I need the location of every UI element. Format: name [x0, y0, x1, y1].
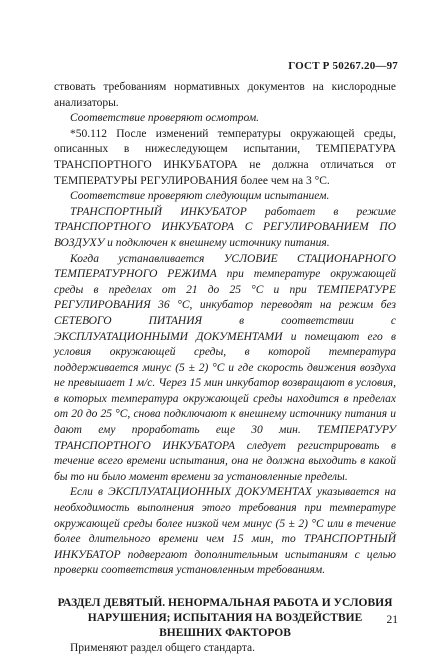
section-heading-line-1: РАЗДЕЛ ДЕВЯТЫЙ. НЕНОРМАЛЬНАЯ РАБОТА И УСЛОВИЯ: [57, 597, 393, 609]
paragraph-test-mode: ТРАНСПОРТНЫЙ ИНКУБАТОР работает в режиме ТРАНСПОРТНОГО ИНКУБАТОРА С РЕГУЛИРОВАНИЕМ ПО ВОЗДУХУ и подключен к внешнему источнику питания.: [54, 205, 396, 249]
body-text: [54, 80, 396, 657]
paragraph-clause-50-112: *50.112 После изменений температуры окружающей среды, описанных в нижеследующем испытании, ТЕМПЕРАТУРА ТРАНСПОРТНОГО ИНКУБАТОРА не должна отличаться от ТЕМПЕРАТУРЫ РЕГУЛИРОВАНИЯ более чем на 3 °С.: [54, 127, 396, 187]
paragraph-closing: Применяют раздел общего стандарта.: [70, 642, 255, 654]
paragraph-check-inspection: Соответствие проверяют осмотром.: [70, 112, 260, 125]
page-number: 21: [386, 614, 398, 626]
paragraph-additional-tests: Если в ЭКСПЛУАТАЦИОННЫХ ДОКУМЕНТАХ указывается на необходимость выполнения этого требования при температуре окружающей среды более низкой чем минус (5 ± 2) °С или в течение более длительного времени чем 15 мин, то ТРАНСПОРТНЫЙ ИНКУБАТОР подвергают дополнительным испытаниям с целью проверки соответствия установленным требованиям.: [54, 486, 396, 577]
section-heading: [54, 596, 396, 641]
paragraph-continuation: ствовать требованиям нормативных документов на кислородные анализаторы.: [54, 81, 396, 109]
standard-header: ГОСТ Р 50267.20—97: [288, 60, 398, 72]
section-heading-line-2: НАРУШЕНИЯ; ИСПЫТАНИЯ НА ВОЗДЕЙСТВИЕ: [87, 612, 363, 624]
section-heading-line-3: ВНЕШНИХ ФАКТОРОВ: [159, 627, 291, 639]
paragraph-check-test: Соответствие проверяют следующим испытанием.: [70, 190, 330, 203]
paragraph-test-procedure: Когда устанавливается УСЛОВИЕ СТАЦИОНАРНОГО ТЕМПЕРАТУРНОГО РЕЖИМА при температуре окружающей среды в пределах от 21 до 25 °С и при ТЕМПЕРАТУРЕ РЕГУЛИРОВАНИЯ 36 °С, инкубатор переводят на режим без СЕТЕВОГО ПИТАНИЯ в соответствии с ЭКСПЛУАТАЦИОННЫМИ ДОКУМЕНТАМИ и помещают его в условия окружающей среды, в которой температура поддерживается минус (5 ± 2) °С и где скорость движения воздуха не превышает 1 м/с. Через 15 мин инкубатор возвращают в условия, в которых температура окружающей среды находится в пределах от 20 до 25 °С, снова подключают к внешнему источнику питания и дают ему проработать еще 30 мин. ТЕМПЕРАТУРУ ТРАНСПОРТНОГО ИНКУБАТОРА следует регистрировать в течение всего времени испытания, она не должна выходить в какой бы то ни было момент времени за установленные пределы.: [54, 252, 396, 483]
